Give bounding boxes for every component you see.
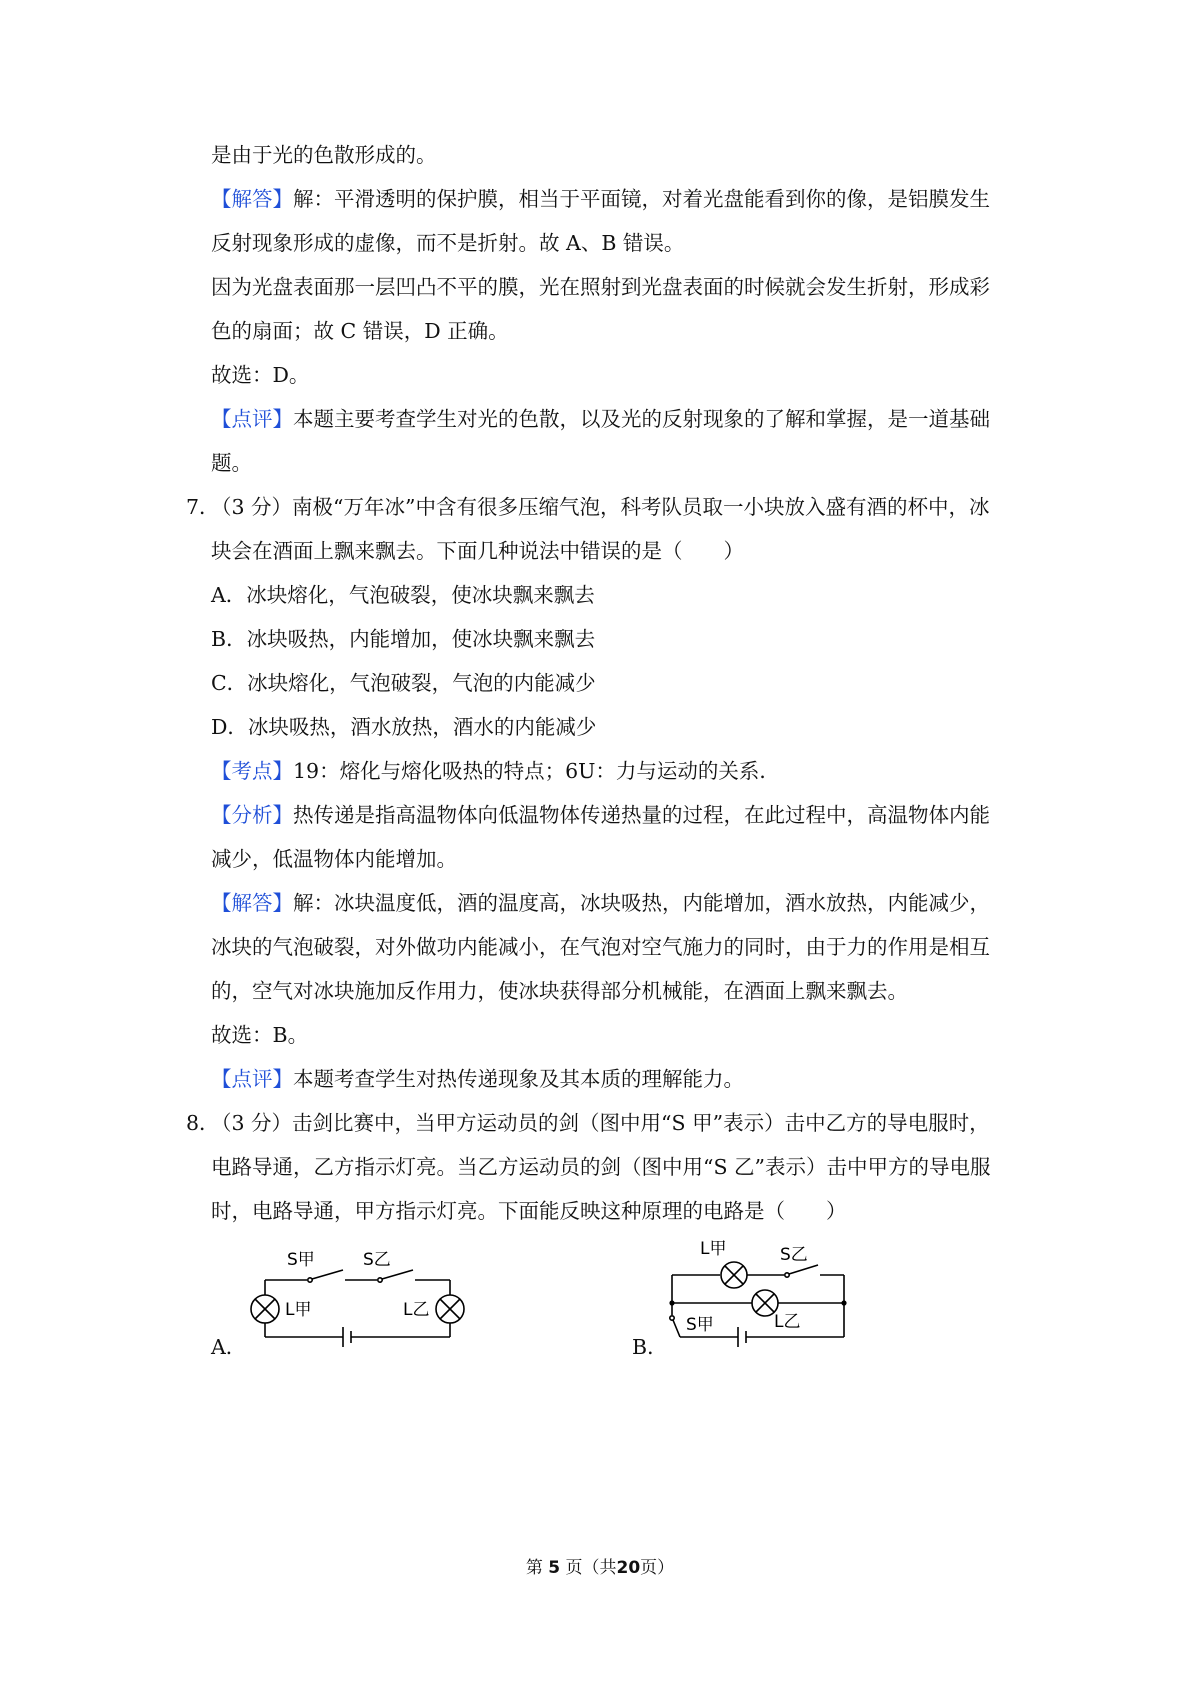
q7-review-line: [211, 1064, 744, 1094]
footer-prefix: 第: [525, 1558, 543, 1578]
label-s-yi: S乙: [363, 1250, 391, 1270]
label-s-jia: S甲: [287, 1250, 315, 1270]
q8-stem-line: 时，电路导通，甲方指示灯亮。下面能反映这种原理的电路是（ ）: [211, 1199, 847, 1223]
answer-tag: 【解答】: [211, 891, 293, 915]
q6-answer-line: 反射现象形成的虚像，而不是折射。故 A、B 错误。: [211, 231, 685, 255]
review-tag: 【点评】: [211, 1067, 293, 1091]
q7-point-line: [211, 756, 780, 786]
footer-middle: 页（共: [565, 1558, 617, 1578]
q7-answer-line: 冰块的气泡破裂，对外做功内能减小，在气泡对空气施力的同时，由于力的作用是相互: [211, 935, 990, 959]
label-s-yi: S乙: [780, 1245, 808, 1265]
footer-suffix: 页）: [640, 1558, 675, 1578]
q8-stem-line: 电路导通，乙方指示灯亮。当乙方运动员的剑（图中用“S 乙”表示）击中甲方的导电服: [211, 1155, 991, 1179]
label-l-jia: L甲: [700, 1239, 727, 1259]
answer-text: 解：平滑透明的保护膜，相当于平面镜，对着光盘能看到你的像，是铝膜发生: [293, 187, 990, 211]
q7-stem-line: （3 分）南极“万年冰”中含有很多压缩气泡，科考队员取一小块放入盛有酒的杯中，冰: [211, 495, 990, 519]
answer-text: 解：冰块温度低，酒的温度高，冰块吸热，内能增加，酒水放热，内能减少，: [293, 891, 990, 915]
q7-option-a: A．冰块熔化，气泡破裂，使冰块飘来飘去: [211, 583, 595, 607]
point-text: 19：熔化与熔化吸热的特点；6U：力与运动的关系．: [293, 759, 780, 783]
q6-answer-line: [211, 184, 990, 214]
q7-option-c: C．冰块熔化，气泡破裂，气泡的内能减少: [211, 671, 596, 695]
q7-option-b: B．冰块吸热，内能增加，使冰块飘来飘去: [211, 627, 596, 651]
q6-review-line: [211, 404, 990, 434]
footer-total-pages: 20: [616, 1558, 641, 1578]
circuit-diagram-b: [662, 1235, 882, 1360]
review-tag: 【点评】: [211, 407, 293, 431]
q6-answer-line: 因为光盘表面那一层凹凸不平的膜，光在照射到光盘表面的时候就会发生折射，形成彩: [211, 275, 990, 299]
q7-number: 7．: [186, 495, 220, 519]
q7-stem-line: 块会在酒面上飘来飘去。下面几种说法中错误的是（ ）: [211, 539, 744, 563]
q6-review-line: 题。: [211, 451, 252, 475]
review-text: 本题主要考查学生对光的色散，以及光的反射现象的了解和掌握，是一道基础: [293, 407, 990, 431]
q6-choice: 故选：D。: [211, 363, 310, 387]
q7-answer-line: [211, 888, 990, 918]
label-l-jia: L甲: [285, 1300, 312, 1320]
point-tag: 【考点】: [211, 759, 293, 783]
analysis-tag: 【分析】: [211, 803, 293, 827]
q7-choice: 故选：B。: [211, 1023, 309, 1047]
q7-option-d: D．冰块吸热，酒水放热，酒水的内能减少: [211, 715, 597, 739]
q7-analysis-line: 减少，低温物体内能增加。: [211, 847, 457, 871]
answer-tag: 【解答】: [211, 187, 293, 211]
q8-stem-line: （3 分）击剑比赛中，当甲方运动员的剑（图中用“S 甲”表示）击中乙方的导电服时，: [211, 1111, 990, 1135]
q8-option-b-label: B．: [632, 1335, 668, 1359]
label-l-yi: L乙: [403, 1300, 430, 1320]
q6-text-line: 是由于光的色散形成的。: [211, 143, 437, 167]
label-l-yi: L乙: [774, 1312, 801, 1332]
q8-number: 8．: [186, 1111, 220, 1135]
q8-option-a-label: A．: [211, 1335, 247, 1359]
review-text: 本题考查学生对热传递现象及其本质的理解能力。: [293, 1067, 744, 1091]
q7-answer-line: 的，空气对冰块施加反作用力，使冰块获得部分机械能，在酒面上飘来飘去。: [211, 979, 908, 1003]
label-s-jia: S甲: [686, 1315, 714, 1335]
analysis-text: 热传递是指高温物体向低温物体传递热量的过程，在此过程中，高温物体内能: [293, 803, 990, 827]
q6-answer-line: 色的扇面；故 C 错误，D 正确。: [211, 319, 509, 343]
circuit-diagram-a: [245, 1245, 485, 1355]
footer-page-number: 5: [548, 1558, 561, 1578]
page-footer: [0, 1556, 1200, 1580]
q7-analysis-line: [211, 800, 990, 830]
